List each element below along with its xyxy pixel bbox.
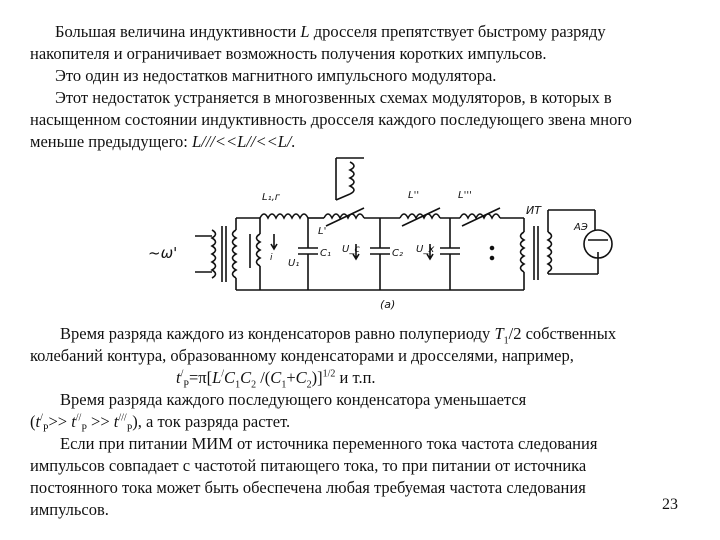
formula-part: )] bbox=[311, 368, 323, 387]
formula-line bbox=[30, 412, 291, 435]
formula-line bbox=[176, 368, 376, 391]
formula-part: >> bbox=[86, 412, 114, 431]
formula-part: + bbox=[286, 368, 296, 387]
formula-part: P bbox=[126, 423, 133, 435]
formula-part: C bbox=[240, 368, 252, 387]
formula-part: 1 bbox=[281, 379, 287, 391]
period-symbol: T bbox=[494, 324, 504, 343]
inductor-l1 bbox=[260, 214, 308, 218]
paragraph-line: постоянного тока может быть обеспечена любая требуемая частота следования bbox=[30, 478, 586, 497]
formula-part: C bbox=[224, 368, 236, 387]
formula-part: ), а ток разряда растет. bbox=[132, 412, 291, 431]
formula-part: // bbox=[75, 412, 82, 424]
l1-label: L₁,г bbox=[262, 192, 281, 203]
lamp-label: АЭ bbox=[574, 222, 588, 233]
formula-part: t bbox=[176, 368, 181, 387]
inductance-formula: L///<<L//<<L/. bbox=[191, 132, 296, 151]
text-span: дросселя препятствует быстрому разряду bbox=[309, 22, 606, 41]
paragraph-line: Время разряда каждого последующего конденсатора уменьшается bbox=[60, 390, 527, 409]
formula-part: 2 bbox=[306, 379, 312, 391]
text-span: Большая величина индуктивности bbox=[55, 22, 301, 41]
circuit-diagram bbox=[140, 148, 640, 318]
formula-part: t bbox=[35, 412, 41, 431]
pulse-transformer-secondary bbox=[548, 232, 552, 272]
paragraph-line: насыщенном состоянии индуктивность дросселя каждого последующего звена много bbox=[30, 110, 632, 129]
paragraph-line: Если при питании МИМ от источника переменного тока частота следования bbox=[60, 434, 598, 453]
formula-part: =π[ bbox=[188, 368, 213, 387]
formula-part: /( bbox=[256, 368, 271, 387]
c1-label: С₁ bbox=[320, 248, 331, 259]
formula-part: t bbox=[71, 412, 76, 431]
formula-part: 1/2 bbox=[322, 368, 336, 380]
transformer-label: ИТ bbox=[526, 204, 541, 217]
paragraph-line: Этот недостаток устраняется в многозвенных схемах модуляторов, в которых в bbox=[55, 88, 612, 107]
paragraph-line bbox=[60, 324, 617, 347]
paragraph-line: колебаний контура, образованному конденсаторами и дросселями, например, bbox=[30, 346, 574, 365]
formula-part: P bbox=[183, 379, 189, 391]
subscript: 1 bbox=[503, 335, 509, 347]
dot bbox=[491, 257, 494, 260]
ux-label: U_x bbox=[416, 244, 435, 255]
text-span: меньше предыдущего: bbox=[30, 132, 192, 151]
c2-label: С₂ bbox=[392, 248, 403, 259]
formula-part: и т.п. bbox=[335, 368, 376, 387]
current-label: i bbox=[270, 253, 273, 263]
inductance-symbol: L bbox=[300, 22, 310, 41]
paragraph-line: импульсов совпадает с частотой питающего тока, то при питании от источника bbox=[30, 456, 587, 475]
bias-winding bbox=[350, 162, 354, 194]
formula-part: / bbox=[180, 368, 184, 380]
l2-label: L'' bbox=[408, 190, 420, 201]
formula-part: 2 bbox=[251, 379, 257, 391]
formula-part: 1 bbox=[235, 379, 241, 391]
formula-part: / bbox=[221, 368, 225, 380]
uc-label: U_c bbox=[342, 244, 360, 255]
paragraph-line: импульсов. bbox=[30, 500, 109, 519]
pulse-transformer-primary bbox=[521, 232, 525, 272]
lprime-label: L' bbox=[318, 226, 327, 237]
source-label: ~ω' bbox=[148, 244, 178, 262]
page-number: 23 bbox=[662, 496, 678, 513]
formula-part: C bbox=[295, 368, 307, 387]
current-arrow bbox=[271, 234, 277, 249]
formula-part: /// bbox=[118, 412, 127, 424]
formula-part: L bbox=[212, 368, 222, 387]
secondary-winding bbox=[233, 230, 237, 278]
paragraph-line: Это один из недостатков магнитного импульсного модулятора. bbox=[55, 66, 497, 85]
formula-part: / bbox=[40, 412, 43, 424]
formula-part: >> bbox=[48, 412, 72, 431]
paragraph-line bbox=[55, 22, 606, 41]
formula-part: P bbox=[81, 423, 87, 435]
diagram-caption: (а) bbox=[380, 298, 396, 311]
text-span: Время разряда каждого из конденсаторов равно полупериоду bbox=[60, 324, 495, 343]
formula-part: t bbox=[113, 412, 119, 431]
primary-winding bbox=[212, 230, 216, 278]
shunt-choke bbox=[257, 234, 261, 266]
bias-lead bbox=[336, 194, 350, 200]
l3-label: L''' bbox=[458, 190, 472, 201]
paragraph-line: накопителя и ограничивает возможность получения коротких импульсов. bbox=[30, 44, 547, 63]
formula-part: C bbox=[270, 368, 282, 387]
text-span: /2 собственных bbox=[508, 324, 617, 343]
u1-label: U₁ bbox=[288, 258, 300, 269]
dot bbox=[491, 247, 494, 250]
formula-part: ( bbox=[30, 412, 36, 431]
formula-part: P bbox=[42, 423, 49, 435]
